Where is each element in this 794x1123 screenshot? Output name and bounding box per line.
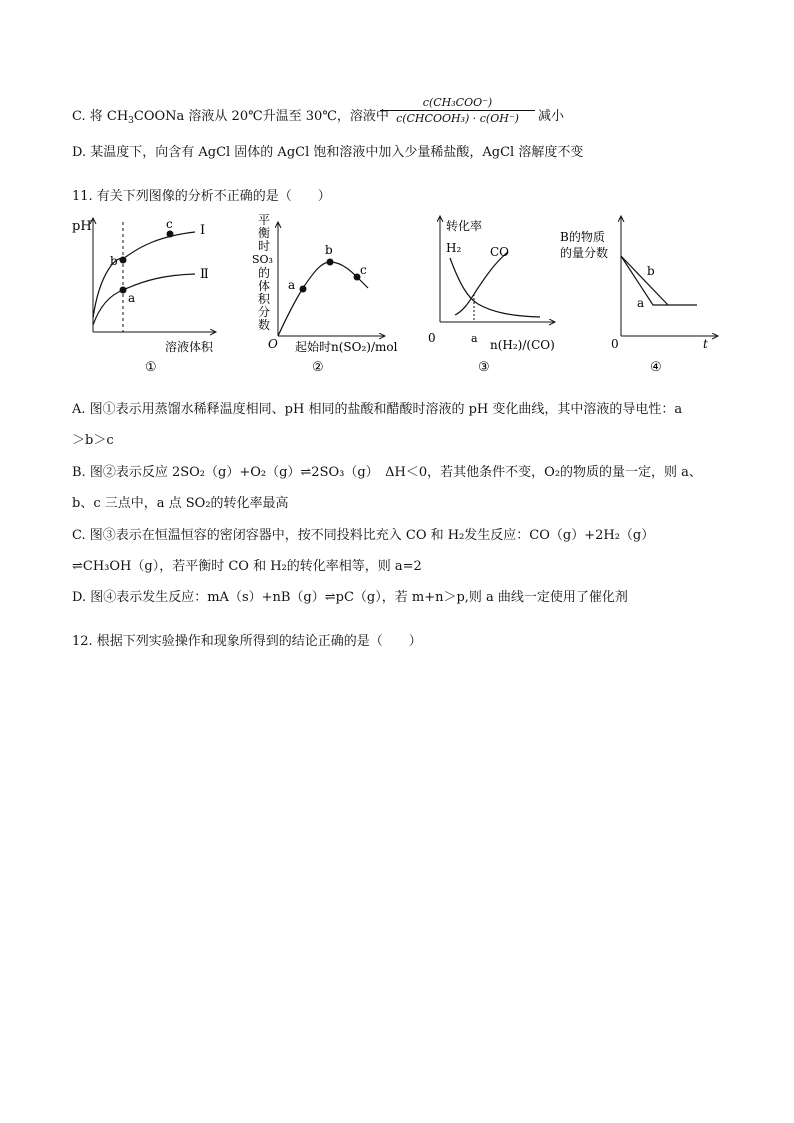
graph2-ylabel-char: 平 bbox=[258, 213, 271, 227]
option-c-mid: COONa 溶液从 20℃升温至 30℃，溶液中 bbox=[133, 109, 389, 124]
graph-1 bbox=[72, 217, 216, 375]
graph2-label-a: a bbox=[288, 278, 296, 292]
graph2-ylabel-char: 衡 bbox=[258, 226, 271, 240]
graph-3 bbox=[428, 216, 555, 375]
graph2-label-c: c bbox=[360, 263, 367, 277]
q11-option-a-line1: A. 图①表示用蒸馏水稀释温度相同、pH 相同的盐酸和醋酸时溶液的 pH 变化曲线，其中溶液的导电性：a bbox=[72, 402, 683, 417]
graph1-curve-II bbox=[93, 274, 195, 325]
graph4-label-b: b bbox=[647, 264, 655, 278]
q11-option-c-line2: ⇌CH₃OH（g），若平衡时 CO 和 H₂的转化率相等，则 a=2 bbox=[72, 559, 422, 574]
question-12-stem: 12. 根据下列实验操作和现象所得到的结论正确的是（ ） bbox=[72, 634, 422, 649]
graph3-label-co: CO bbox=[490, 245, 510, 259]
graph1-label-b: b bbox=[110, 254, 118, 268]
graph4-t-label: t bbox=[703, 337, 708, 351]
graph3-ylabel: 转化率 bbox=[446, 219, 483, 233]
graph4-number: ④ bbox=[650, 360, 662, 375]
graph2-ylabel-char: SO₃ bbox=[252, 253, 273, 266]
graph-4 bbox=[560, 216, 718, 375]
fraction-denominator: c(CHCOOH₃) · c(OH⁻) bbox=[396, 112, 519, 125]
graph4-ylabel-line2: 的量分数 bbox=[560, 246, 609, 260]
graph2-origin: O bbox=[268, 337, 278, 351]
graph1-number: ① bbox=[145, 360, 157, 375]
graph1-curve-II-label: Ⅱ bbox=[200, 267, 209, 282]
q11-option-d: D. 图④表示发生反应：mA（s）+nB（g）⇌pC（g），若 m+n＞p,则 a 曲线一定使用了催化剂 bbox=[72, 590, 628, 605]
graph1-label-c: c bbox=[166, 217, 173, 231]
graph2-ylabel-char: 体 bbox=[258, 279, 271, 293]
graph1-point-a bbox=[120, 287, 127, 294]
graph3-number: ③ bbox=[478, 360, 490, 375]
graph1-point-c bbox=[167, 231, 174, 238]
graph1-xlabel: 溶液体积 bbox=[165, 340, 214, 354]
graph4-curve-b bbox=[621, 256, 668, 305]
graph1-ylabel: pH bbox=[72, 219, 92, 234]
option-c-suffix: 减小 bbox=[538, 109, 565, 124]
q11-option-b-line1: B. 图②表示反应 2SO₂（g）+O₂（g）⇌2SO₃（g） ΔH＜0，若其他条件不变，O₂的物质的量一定，则 a、 bbox=[72, 465, 702, 480]
graph2-point-a bbox=[300, 286, 307, 293]
graph2-label-b: b bbox=[325, 243, 333, 257]
graph2-point-b bbox=[327, 259, 334, 266]
fraction-expression bbox=[380, 96, 535, 125]
q11-option-a-line2: ＞b＞c bbox=[72, 433, 114, 448]
option-c-prefix: C. 将 CH bbox=[72, 109, 129, 124]
graph4-ylabel-line1: B的物质 bbox=[560, 230, 605, 244]
graph2-ylabel bbox=[252, 213, 273, 332]
graph4-origin: 0 bbox=[611, 337, 619, 351]
q11-option-c-line1: C. 图③表示在恒温恒容的密闭容器中，按不同投料比充入 CO 和 H₂发生反应：CO（g）+2H₂（g） bbox=[72, 528, 655, 543]
graph3-xlabel: n(H₂)/(CO) bbox=[490, 338, 555, 352]
graph2-number: ② bbox=[312, 360, 324, 375]
option-d-prev: D. 某温度下，向含有 AgCl 固体的 AgCl 饱和溶液中加入少量稀盐酸，AgCl 溶解度不变 bbox=[72, 145, 584, 160]
graphs-figure bbox=[0, 210, 794, 380]
graph1-label-a: a bbox=[128, 291, 136, 305]
question-11-stem: 11. 有关下列图像的分析不正确的是（ ） bbox=[72, 189, 331, 204]
graph4-curve-a bbox=[621, 256, 697, 305]
option-c-prev bbox=[72, 108, 389, 130]
graph3-label-a: a bbox=[471, 332, 478, 345]
graph2-ylabel-char: 时 bbox=[258, 239, 271, 253]
q11-option-b-line2: b、c 三点中，a 点 SO₂的转化率最高 bbox=[72, 496, 289, 511]
graph2-ylabel-char: 分 bbox=[258, 305, 271, 319]
graph2-ylabel-char: 积 bbox=[258, 292, 271, 306]
graph4-label-a: a bbox=[637, 296, 645, 310]
graph2-ylabel-char: 的 bbox=[258, 266, 271, 280]
graph3-origin: 0 bbox=[428, 331, 436, 345]
fraction-numerator: c(CH₃COO⁻) bbox=[380, 96, 535, 111]
graph1-curve-I-label: Ⅰ bbox=[200, 223, 206, 238]
graph2-xlabel: 起始时n(SO₂)/mol bbox=[295, 340, 398, 354]
subscript-3: 3 bbox=[128, 116, 134, 126]
graph2-curve bbox=[278, 262, 368, 336]
graph2-ylabel-char: 数 bbox=[258, 318, 271, 332]
graph-2 bbox=[252, 213, 398, 375]
graph3-label-h2: H₂ bbox=[446, 241, 462, 255]
graph1-point-b bbox=[120, 257, 127, 264]
